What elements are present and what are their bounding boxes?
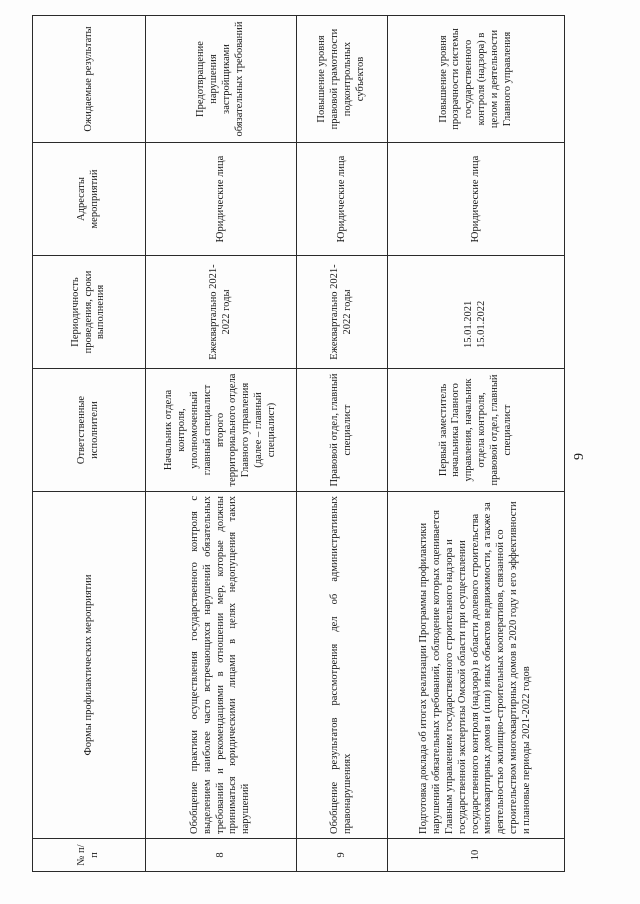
row-form: Обобщение практики осуществления государственного контроля с выделением наиболее часто встречающихся нарушений обязательных требований и рекомендациями в отношении мер, которые должны приниматься юридическими лицами в целях недопущения таких нарушений bbox=[146, 492, 297, 839]
row-addressees: Юридические лица bbox=[388, 143, 565, 256]
row-number: 8 bbox=[146, 839, 297, 872]
row-executors: Правовой отдел, главный специалист bbox=[297, 369, 388, 492]
row-periodicity: Ежеквартально 2021-2022 годы bbox=[297, 256, 388, 369]
prevention-measures-table bbox=[32, 15, 565, 872]
row-results: Повышение уровня прозрачности системы государственного контроля (надзора) в целом и деятельности Главного управления bbox=[388, 16, 565, 143]
row-periodicity bbox=[388, 256, 565, 369]
periodicity-date-1: 15.01.2021 bbox=[463, 300, 475, 348]
row-addressees: Юридические лица bbox=[297, 143, 388, 256]
row-form: Подготовка доклада об итогах реализации Программы профилактики нарушений обязательных требований, соблюдение которых оценивается Главным управлением государственного строительного надзора и государственной экспертизы Омской области при осуществлении государственного контроля (надзора) в области долевого строительства многоквартирных домов и (или) иных объектов недвижимости, а также за деятельностью жилищно-строительных кооперативов, связанной со строительством многоквартирных домов в 2020 году и его эффективности и плановые периоды 2021-2022 годов bbox=[388, 492, 565, 839]
page-number: 9 bbox=[572, 453, 587, 460]
periodicity-date-2: 15.01.2022 bbox=[476, 300, 487, 348]
row-addressees: Юридические лица bbox=[146, 143, 297, 256]
row-periodicity: Ежеквартально 2021-2022 годы bbox=[146, 256, 297, 369]
table-row bbox=[297, 16, 388, 872]
table-row bbox=[146, 16, 297, 872]
row-form: Обобщение результатов рассмотрения дел об административных правонарушениях bbox=[297, 492, 388, 839]
table-row bbox=[388, 16, 565, 872]
table-header-row bbox=[33, 16, 146, 872]
row-executors: Первый заместитель начальника Главного управления, начальник отдела контроля, правовой отдел, главный специалист bbox=[388, 369, 565, 492]
header-forms: Формы профилактических мероприятии bbox=[33, 492, 146, 839]
row-executors: Начальник отдела контроля, уполномоченный главный специалист второго территориального отдела Главного управления (далее – главный специалист) bbox=[146, 369, 297, 492]
row-results: Повышение уровня правовой грамотности подконтрольных субъектов bbox=[297, 16, 388, 143]
row-number: 9 bbox=[297, 839, 388, 872]
header-results: Ожидаемые результаты bbox=[33, 16, 146, 143]
row-number: 10 bbox=[388, 839, 565, 872]
row-results: Предотвращение нарушения застройщиками обязательных требований bbox=[146, 16, 297, 143]
header-executors: Ответственные исполнители bbox=[33, 369, 146, 492]
header-periodicity: Периодичность проведения, сроки выполнения bbox=[33, 256, 146, 369]
header-addressees: Адресаты мероприятий bbox=[33, 143, 146, 256]
header-num: № п/п bbox=[33, 839, 146, 872]
